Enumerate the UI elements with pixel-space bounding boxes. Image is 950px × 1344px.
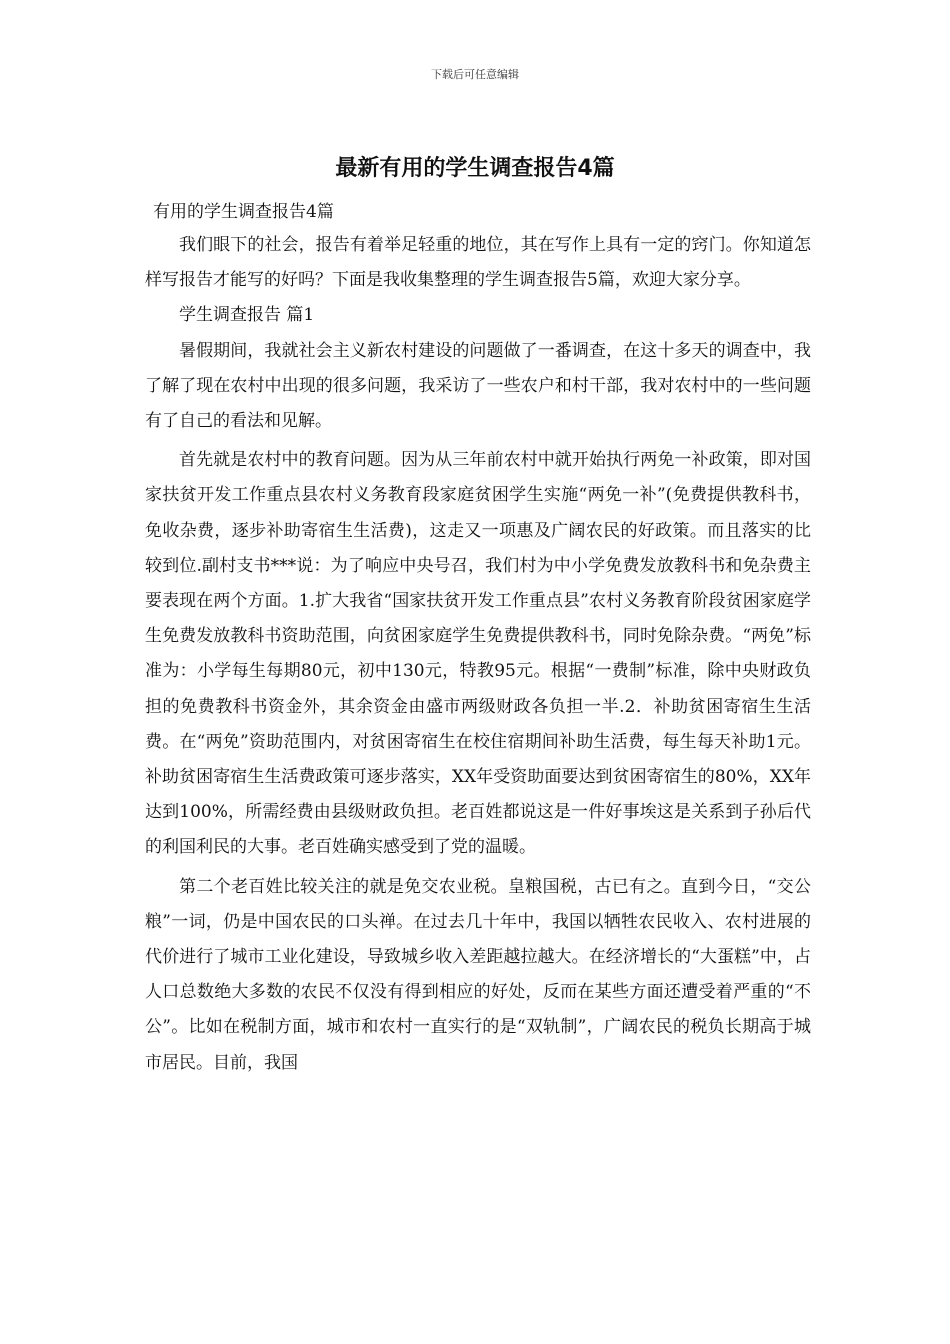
document-body [145,196,811,1081]
document-subtitle: 有用的学生调查报告4篇 [153,202,334,222]
body-paragraph-2: 首先就是农村中的教育问题。因为从三年前农村中就开始执行两免一补政策，即对国家扶贫开发工作重点县农村义务教育段家庭贫困学生实施“两免一补”(免费提供教科书，免收杂费，逐步补助寄宿生生活费)，这走又一项惠及广阔农民的好政策。而且落实的比较到位.副村支书***说：为了响应中央号召，我们村为中小学免费发放教科书和免杂费主要表现在两个方面。1.扩大我省“国家扶贫开发工作重点县”农村义务教育阶段贫困家庭学生免费发放教科书资助范围，向贫困家庭学生免费提供教科书，同时免除杂费。“两免”标准为：小学每生每期80元，初中130元，特教95元。根据“一费制”标准，除中央财政负担的免费教科书资金外，其余资金由盛市两级财政各负担一半.2．补助贫困寄宿生生活费。在“两免”资助范围内，对贫困寄宿生在校住宿期间补助生活费，每生每天补助1元。补助贫困寄宿生生活费政策可逐步落实，XX年受资助面要达到贫困寄宿生的80%，XX年达到100%，所需经费由县级财政负担。老百姓都说这是一件好事埃这是关系到子孙后代的利国利民的大事。老百姓确实感受到了党的温暖。 [145,450,811,858]
body-paragraph-1: 暑假期间，我就社会主义新农村建设的问题做了一番调查，在这十多天的调查中，我了解了现在农村中出现的很多问题，我采访了一些农户和村干部，我对农村中的一些问题有了自己的看法和见解。 [145,340,811,432]
header-note: 下载后可任意编辑 [431,68,519,81]
document-title: 最新有用的学生调查报告4篇 [335,156,615,181]
intro-paragraph: 我们眼下的社会，报告有着举足轻重的地位，其在写作上具有一定的窍门。你知道怎样写报告才能写的好吗？下面是我收集整理的学生调查报告5篇，欢迎大家分享。 [145,235,811,291]
body-paragraph-3: 第二个老百姓比较关注的就是免交农业税。皇粮国税，古已有之。直到今日，“交公粮”一词，仍是中国农民的口头禅。在过去几十年中，我国以牺牲农民收入、农村进展的代价进行了城市工业化建设，导致城乡收入差距越拉越大。在经济增长的“大蛋糕”中，占人口总数绝大多数的农民不仅没有得到相应的好处，反而在某些方面还遭受着严重的“不公”。比如在税制方面，城市和农村一直实行的是“双轨制”，广阔农民的税负长期高于城市居民。目前，我国 [145,876,811,1073]
section-heading: 学生调查报告 篇1 [179,305,315,326]
